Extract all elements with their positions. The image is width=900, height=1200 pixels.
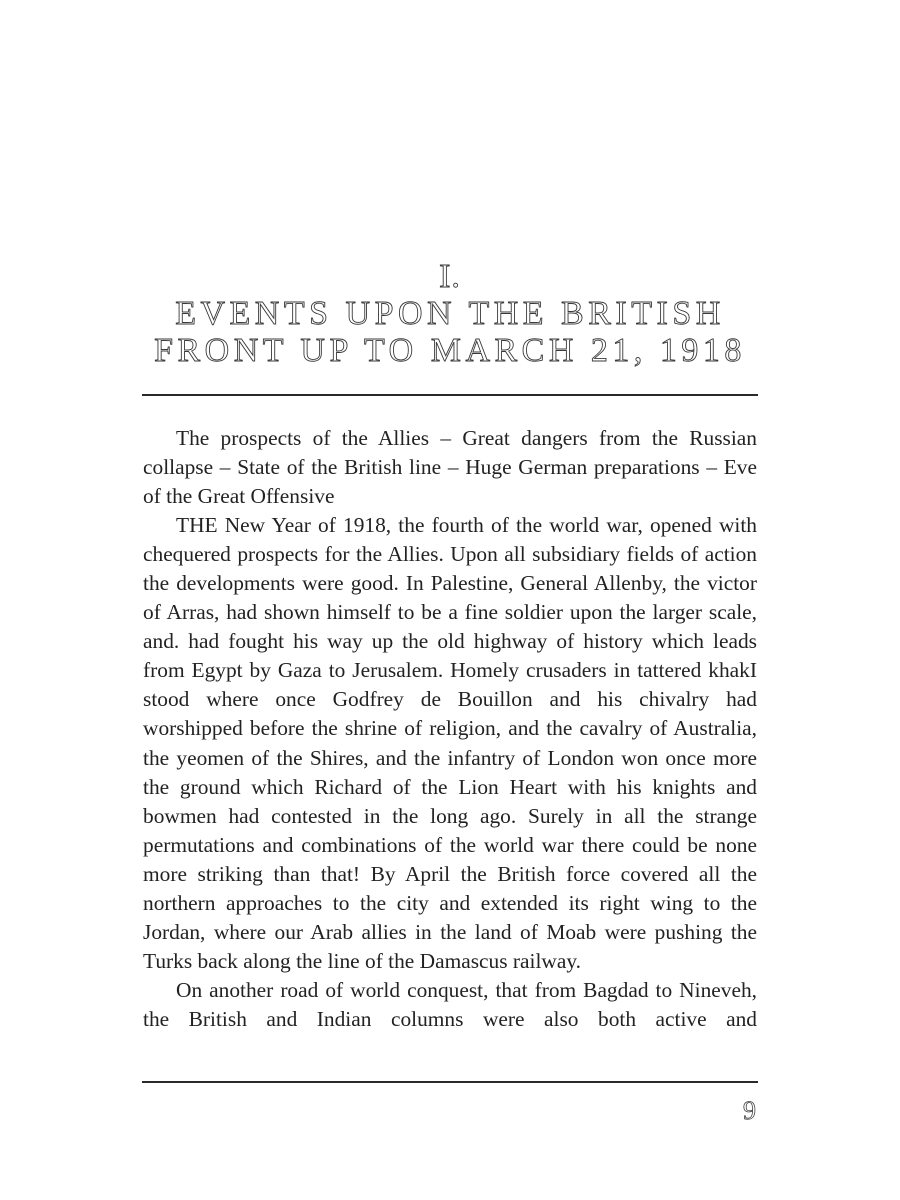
page-number: 9 bbox=[743, 1096, 756, 1125]
chapter-heading bbox=[142, 258, 758, 369]
paragraph: On another road of world conquest, that from Bagdad to Nineveh, the British and Indian columns were also both active and bbox=[143, 977, 757, 1031]
chapter-title-line-1: EVENTS UPON THE BRITISH bbox=[175, 295, 725, 332]
chapter-title-line-2: FRONT UP TO MARCH 21, 1918 bbox=[154, 332, 746, 369]
chapter-numeral: I. bbox=[439, 258, 461, 295]
heading-divider bbox=[142, 394, 758, 396]
chapter-summary: The prospects of the Allies – Great dangers from the Russian collapse – State of the British line – Huge German preparations – Eve of the Great Offensive bbox=[143, 426, 757, 509]
paragraph: THE New Year of 1918, the fourth of the world war, opened with chequered prospects for the Allies. Upon all subsidiary fields of action the developments were good. In Palestine, General Allenby, the victor of Arras, had shown himself to be a fine soldier upon the larger scale, and. had fought his way up the old highway of history which leads from Egypt by Gaza to Jerusalem. Homely crusaders in tattered khakI stood where once Godfrey de Bouillon and his chivalry had worshipped before the shrine of religion, and the cavalry of Australia, the yeomen of the Shires, and the infantry of London won once more the ground which Richard of the Lion Heart with his knights and bowmen had contested in the long ago. Surely in all the strange permutations and combinations of the world war there could be none more striking than that! By April the British force covered all the northern approaches to the city and extended its right wing to the Jordan, where our Arab allies in the land of Moab were pushing the Turks back along the line of the Damascus railway. bbox=[143, 513, 757, 973]
chapter-body bbox=[143, 424, 757, 1034]
footer-divider bbox=[142, 1081, 758, 1083]
